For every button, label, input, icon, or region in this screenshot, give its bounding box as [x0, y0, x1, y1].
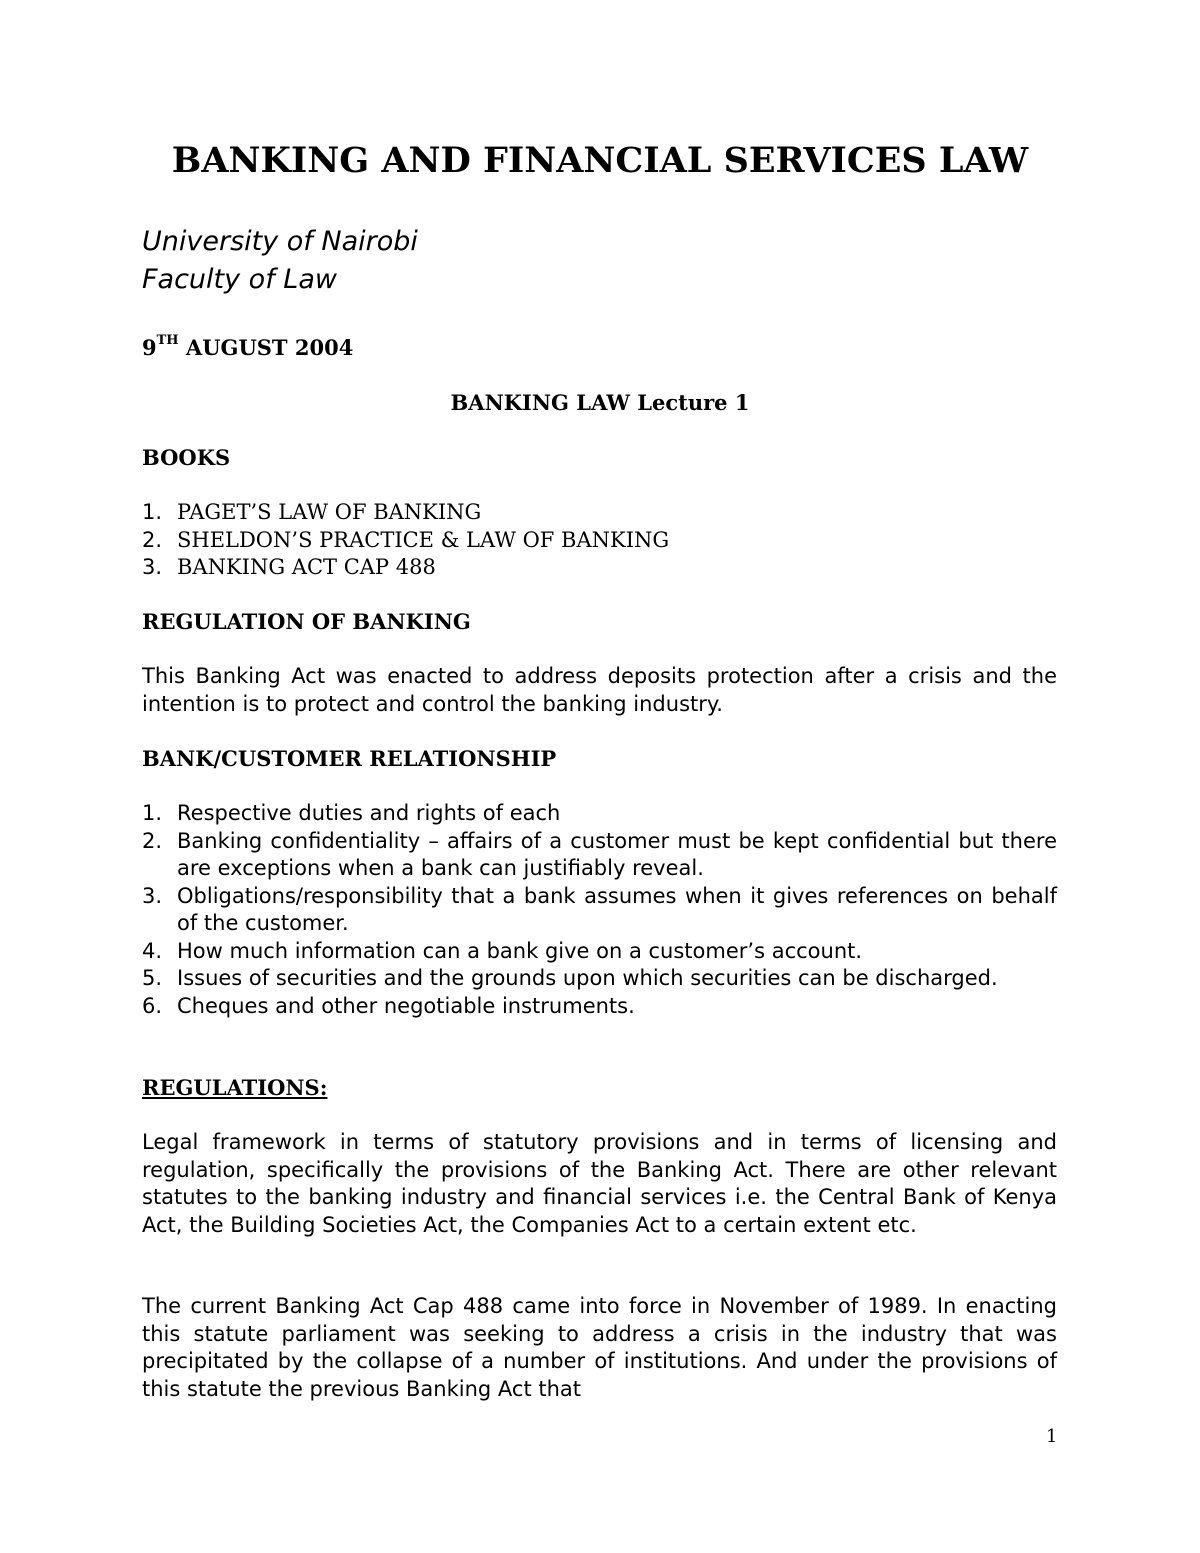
lecture-title: BANKING LAW Lecture 1 [450, 390, 750, 415]
list-item [142, 938, 1057, 966]
regulation-paragraph: This Banking Act was enacted to address deposits protection after a crisis and the intention is to protect and control the banking industry. [142, 664, 1057, 716]
list-item [142, 993, 1057, 1021]
page-number: 1 [1046, 1426, 1058, 1447]
regulation-heading: REGULATION OF BANKING [142, 609, 471, 634]
university-name: University of Nairobi [142, 226, 418, 257]
list-text: SHELDON’S PRACTICE & LAW OF BANKING [177, 527, 670, 552]
list-text: BANKING ACT CAP 488 [177, 555, 436, 579]
list-text: Banking confidentiality – affairs of a customer must be kept confidential but there are exceptions when a bank can justifiably reveal. [177, 828, 1057, 880]
relationship-heading: BANK/CUSTOMER RELATIONSHIP [142, 746, 557, 771]
list-item [142, 828, 1057, 883]
list-number: 1. [142, 801, 163, 825]
regulations-heading: REGULATIONS: [142, 1075, 328, 1100]
list-item [142, 800, 1057, 828]
books-heading: BOOKS [142, 445, 231, 470]
list-number: 3. [142, 883, 163, 908]
regulations-paragraph-2: The current Banking Act Cap 488 came into force in November of 1989. In enacting this statute parliament was seeking to address a crisis in the industry that was precipitated by the collapse of a number of institutions. And under the provisions of this statute the previous Banking Act that [142, 1294, 1057, 1401]
list-text: PAGET’S LAW OF BANKING [177, 500, 482, 524]
list-item [142, 554, 1057, 582]
list-text: How much information can a bank give on a customer’s account. [177, 938, 863, 963]
list-item [142, 883, 1057, 938]
document-title: BANKING AND FINANCIAL SERVICES LAW [171, 140, 1029, 181]
books-list [142, 499, 1057, 582]
list-text: Cheques and other negotiable instruments. [177, 993, 635, 1018]
list-number: 2. [142, 527, 163, 552]
list-text: Respective duties and rights of each [177, 801, 561, 825]
date-rest: AUGUST 2004 [178, 335, 354, 360]
date-suffix: TH [156, 333, 179, 348]
list-number: 2. [142, 828, 163, 853]
list-item [142, 527, 1057, 555]
list-text: Issues of securities and the grounds upon which securities can be discharged. [177, 966, 998, 990]
list-number: 4. [142, 938, 163, 963]
list-number: 1. [142, 500, 163, 524]
lecture-date [142, 334, 353, 362]
list-number: 3. [142, 555, 163, 579]
date-day: 9 [142, 335, 157, 360]
list-number: 6. [142, 993, 163, 1018]
regulations-paragraph-1: Legal framework in terms of statutory provisions and in terms of licensing and regulation, specifically the provisions of the Banking Act. There are other relevant statutes to the banking industry and financial services i.e. the Central Bank of Kenya Act, the Building Societies Act, the Companies Act to a certain extent etc. [142, 1130, 1057, 1237]
relationship-list [142, 800, 1057, 1020]
list-number: 5. [142, 966, 163, 990]
list-item [142, 499, 1057, 527]
faculty-name: Faculty of Law [142, 264, 337, 295]
list-item [142, 965, 1057, 993]
list-text: Obligations/responsibility that a bank assumes when it gives references on behalf of the customer. [177, 883, 1057, 935]
